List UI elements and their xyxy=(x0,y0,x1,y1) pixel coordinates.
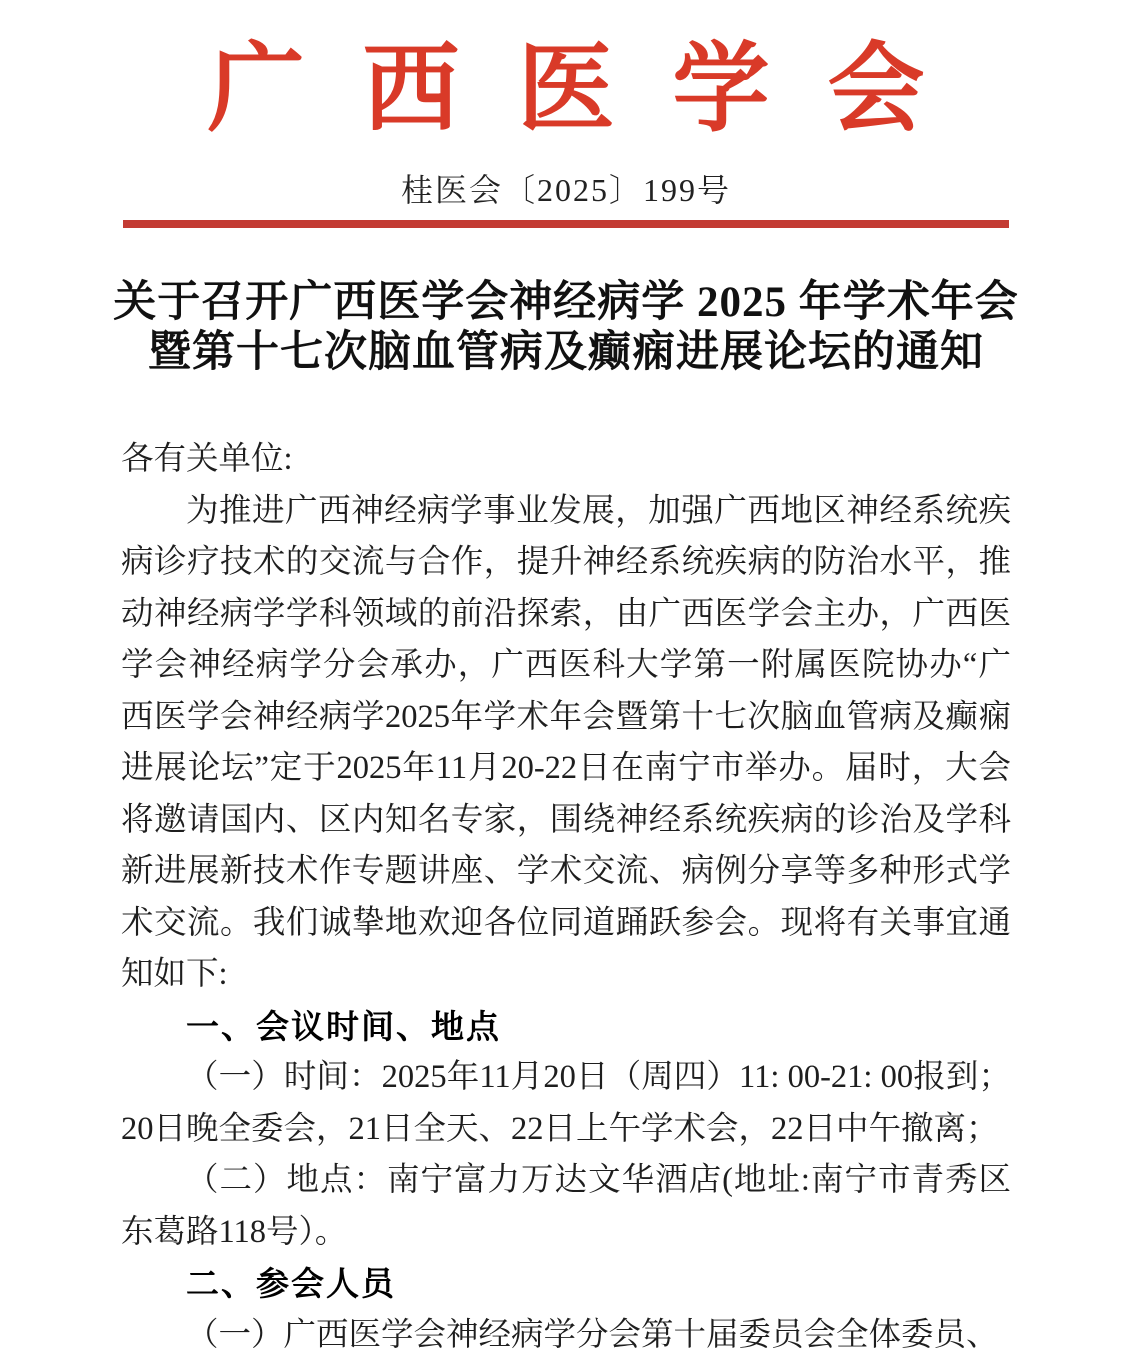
body-line: 病诊疗技术的交流与合作，提升神经系统疾病的防治水平，推 xyxy=(121,544,1011,580)
body-line: 西医学会神经病学2025年学术年会暨第十七次脑血管病及癫痫 xyxy=(121,698,1011,735)
body-line: 动神经病学学科领域的前沿探索，由广西医学会主办，广西医 xyxy=(121,595,1011,632)
body-line: （一）时间：2025年11月20日（周四）11: 00-21: 00报到； xyxy=(186,1059,1011,1095)
notice-title xyxy=(0,278,1132,378)
notice-title-line2: 暨第十七次脑血管病及癫痫进展论坛的通知 xyxy=(148,329,984,376)
notice-title-line1: 关于召开广西医学会神经病学 2025 年学术年会 xyxy=(113,279,1019,326)
body-line: 知如下: xyxy=(121,956,228,992)
body-line: 东葛路118号）。 xyxy=(121,1213,348,1250)
section-heading-1: 一、会议时间、地点 xyxy=(186,1007,501,1045)
body-line: 术交流。我们诚挚地欢迎各位同道踊跃参会。现将有关事宜通 xyxy=(121,904,1011,941)
body-line: 新进展新技术作专题讲座、学术交流、病例分享等多种形式学 xyxy=(121,853,1011,889)
body-line: （一）广西医学会神经病学分会第十届委员会全体委员、 xyxy=(186,1316,999,1353)
section-heading-2: 二、参会人员 xyxy=(186,1265,396,1302)
salutation-line: 各有关单位: xyxy=(121,441,293,477)
body-line: 将邀请国内、区内知名专家，围绕神经系统疾病的诊治及学科 xyxy=(121,801,1011,838)
body-line: 20日晚全委会，21日全天、22日上午学术会，22日中午撤离； xyxy=(121,1110,999,1147)
body-line: 学会神经病学分会承办，广西医科大学第一附属医院协办“广 xyxy=(121,647,1011,683)
document-body xyxy=(121,434,1011,1353)
document-number: 桂医会〔2025〕199号 xyxy=(400,172,731,208)
red-divider-rule xyxy=(123,220,1009,228)
body-line: 为推进广西神经病学事业发展，加强广西地区神经系统疾 xyxy=(186,492,1011,529)
body-line: 进展论坛”定于2025年11月20-22日在南宁市举办。届时，大会 xyxy=(121,750,1011,786)
body-line: （二）地点：南宁富力万达文华酒店(地址:南宁市青秀区 xyxy=(186,1162,1011,1198)
org-name-header: 广西医学会 xyxy=(207,36,983,143)
